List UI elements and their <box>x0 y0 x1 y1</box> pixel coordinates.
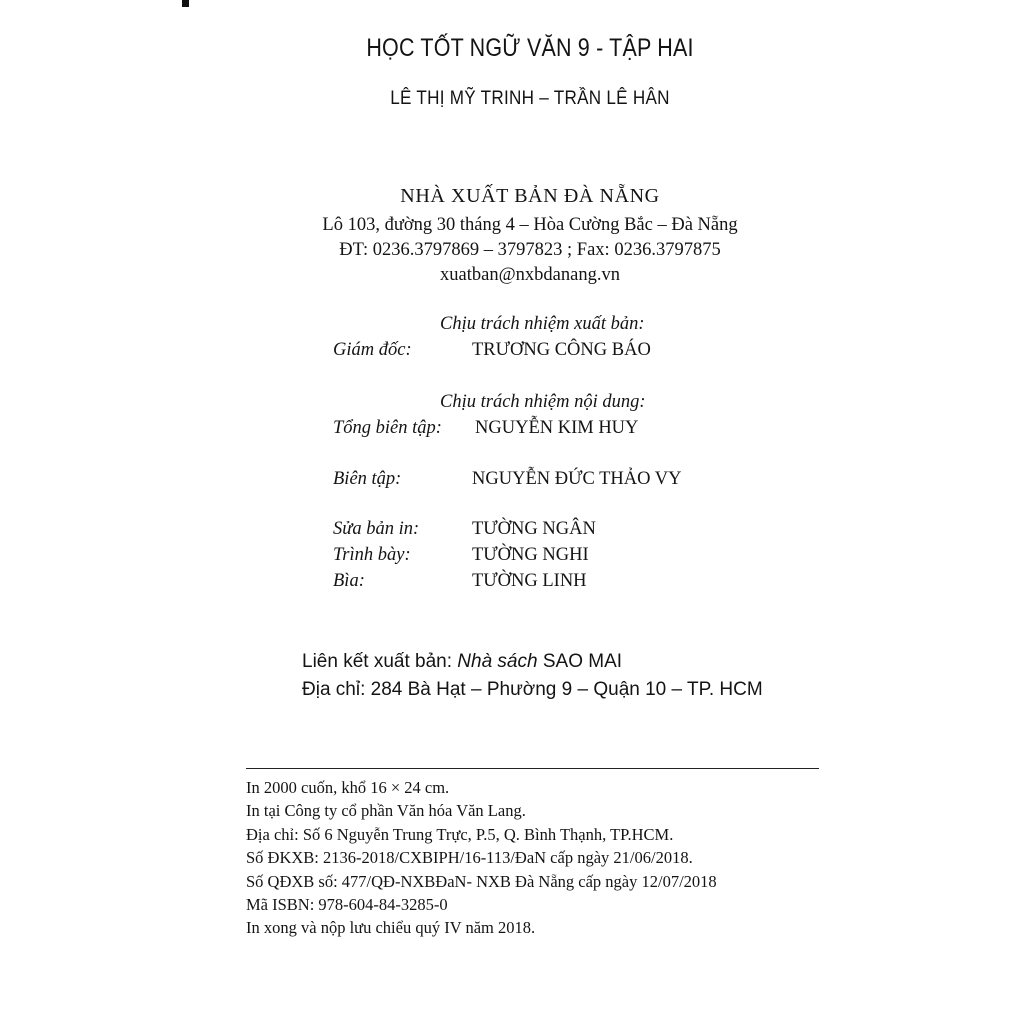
imprint-block <box>246 776 717 940</box>
imprint-line: In tại Công ty cổ phần Văn hóa Văn Lang. <box>246 801 526 821</box>
editor-in-chief-name: NGUYỄN KIM HUY <box>475 418 639 438</box>
page-corner-mark <box>182 0 189 7</box>
imprint-line: In 2000 cuốn, khổ 16 × 24 cm. <box>246 778 450 797</box>
liaison-label: Liên kết xuất bản: <box>302 651 452 672</box>
imprint-line: Địa chỉ: Số 6 Nguyễn Trung Trực, P.5, Q. Bình Thạnh, TP.HCM. <box>246 824 674 844</box>
responsible-content-header: Chịu trách nhiệm nội dung: <box>440 392 646 412</box>
credit-name-cover: TƯỜNG LINH <box>472 571 587 591</box>
credit-label-layout: Trình bày: <box>333 545 411 565</box>
responsible-publishing-header: Chịu trách nhiệm xuất bản: <box>440 314 645 334</box>
imprint-divider <box>246 768 819 769</box>
publisher-email: xuatban@nxbdanang.vn <box>440 265 620 285</box>
credit-label-proofreader: Sửa bản in: <box>333 519 420 539</box>
liaison-address: Địa chỉ: 284 Bà Hạt – Phường 9 – Quận 10 – TP. HCM <box>302 679 763 700</box>
credit-name-layout: TƯỜNG NGHI <box>472 545 589 565</box>
imprint-line: Số QĐXB số: 477/QĐ-NXBĐaN- NXB Đà Nẵng cấp ngày 12/07/2018 <box>246 871 717 891</box>
liaison-partner-italic: Nhà sách <box>457 651 538 672</box>
director-name: TRƯƠNG CÔNG BÁO <box>472 340 651 360</box>
liaison-line <box>302 651 622 673</box>
publisher-address: Lô 103, đường 30 tháng 4 – Hòa Cường Bắc – Đà Nẵng <box>322 215 738 235</box>
publisher-name: NHÀ XUẤT BẢN ĐÀ NẴNG <box>400 185 660 207</box>
imprint-line: Mã ISBN: 978-604-84-3285-0 <box>246 895 448 915</box>
book-authors: LÊ THỊ MỸ TRINH – TRẦN LÊ HÂN <box>390 88 670 109</box>
editor-in-chief-label: Tổng biên tập: <box>333 418 442 438</box>
credit-label-editor: Biên tập: <box>333 469 402 489</box>
imprint-line: Số ĐKXB: 2136-2018/CXBIPH/16-113/ĐaN cấp ngày 21/06/2018. <box>246 848 693 868</box>
credit-name-editor: NGUYỄN ĐỨC THẢO VY <box>472 469 682 489</box>
book-title: HỌC TỐT NGỮ VĂN 9 - TẬP HAI <box>366 34 694 62</box>
credit-label-cover: Bìa: <box>333 571 365 591</box>
credit-name-proofreader: TƯỜNG NGÂN <box>472 519 596 539</box>
director-label: Giám đốc: <box>333 340 412 360</box>
imprint-line: In xong và nộp lưu chiểu quý IV năm 2018. <box>246 918 536 938</box>
liaison-partner-name: SAO MAI <box>542 651 623 672</box>
publisher-phone: ĐT: 0236.3797869 – 3797823 ; Fax: 0236.3797875 <box>339 240 721 260</box>
